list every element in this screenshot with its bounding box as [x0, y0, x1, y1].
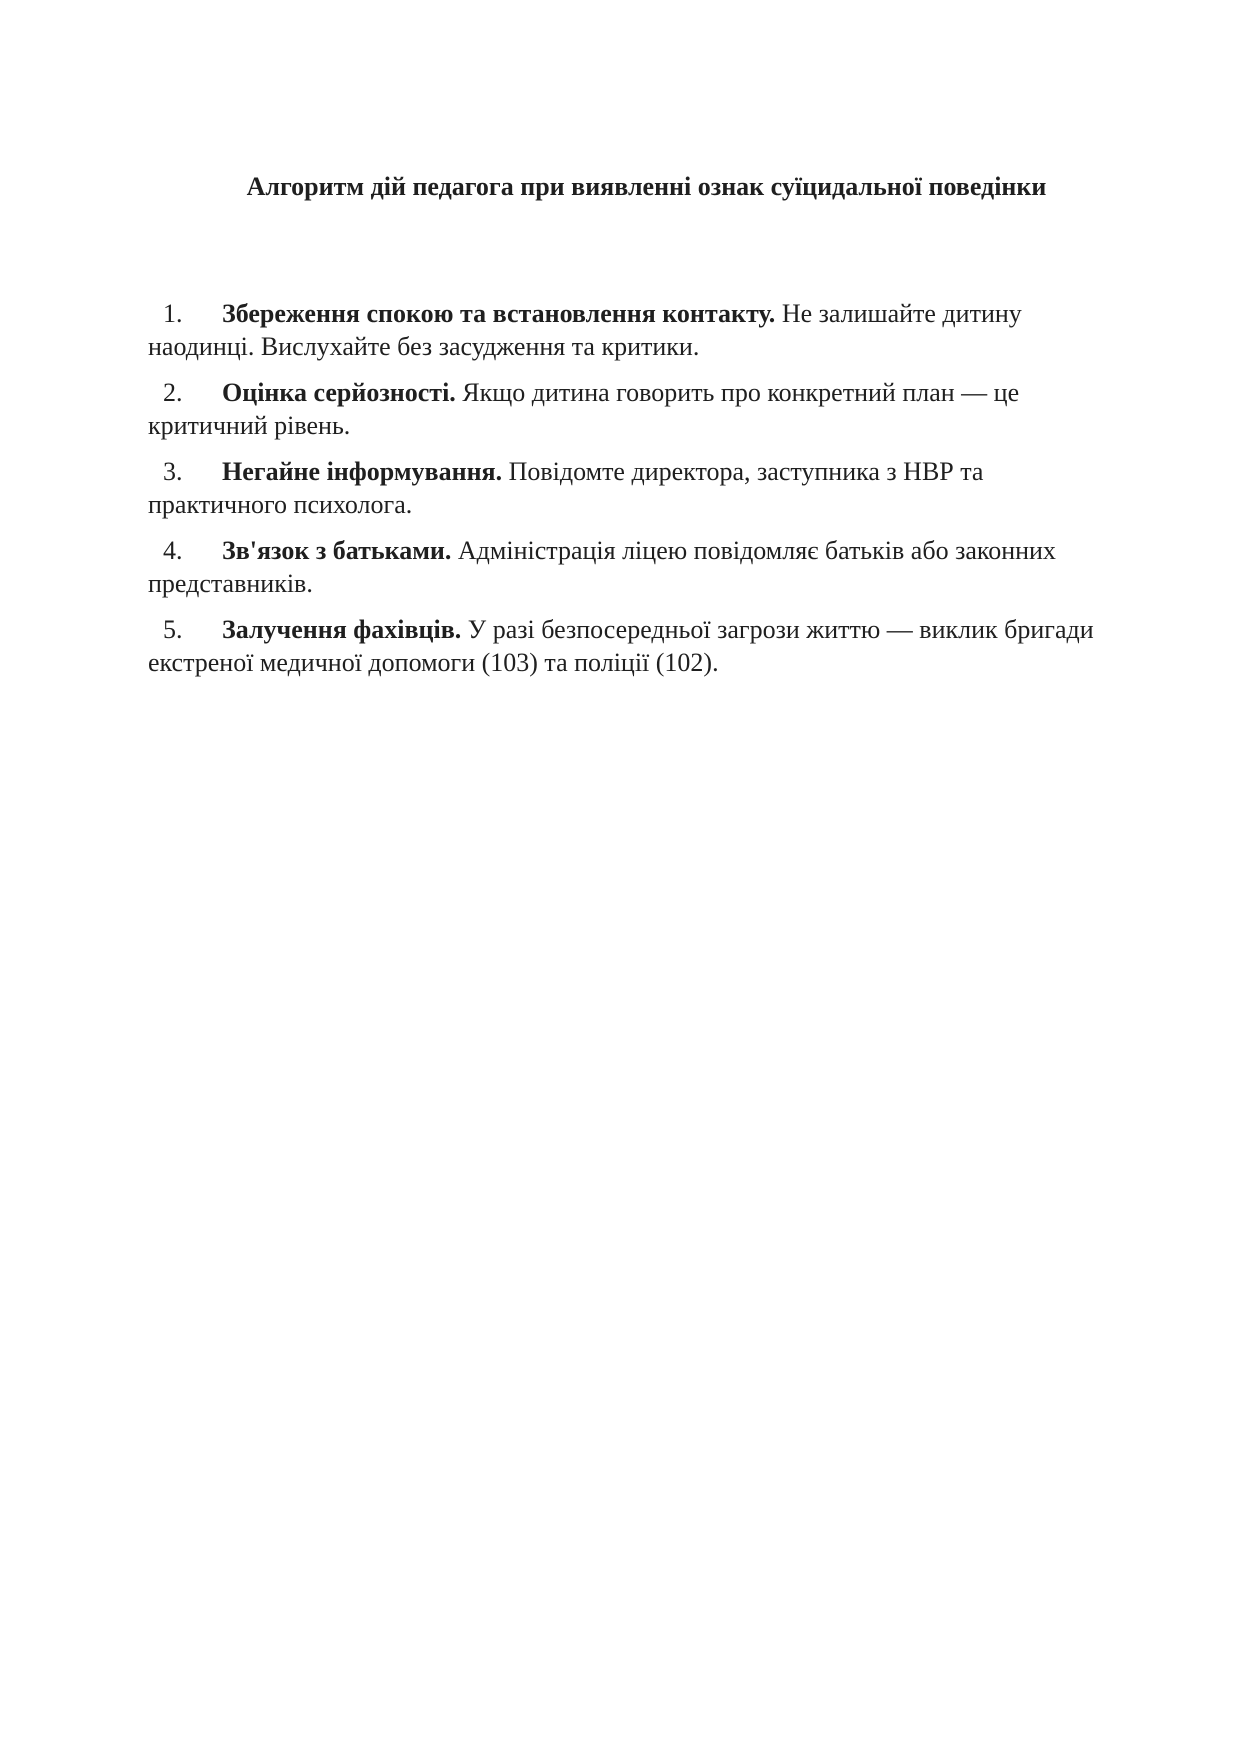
document-title: Алгоритм дій педагога при виявленні ознак суїцидальної поведінки	[246, 172, 1047, 201]
list-item	[148, 297, 1128, 363]
step-number: 1.	[163, 299, 183, 328]
steps-list	[148, 297, 1128, 692]
step-text: У разі безпосередньої загрози життю — виклик бригади екстреної медичної допомоги (103) та поліції (102).	[148, 615, 1094, 677]
step-heading: Зв'язок з батьками.	[222, 536, 452, 565]
step-heading: Негайне інформування.	[222, 457, 503, 486]
step-heading: Залучення фахівців.	[222, 615, 462, 644]
step-text: Не залишайте дитину наодинці. Вислухайте без засудження та критики.	[148, 299, 1022, 361]
step-heading: Збереження спокою та встановлення контакту.	[222, 299, 776, 328]
list-item	[148, 455, 1128, 521]
step-number: 3.	[163, 457, 183, 486]
step-number: 4.	[163, 536, 183, 565]
step-text: Адміністрація ліцею повідомляє батьків або законних представників.	[148, 536, 1056, 598]
list-item	[148, 376, 1128, 442]
list-item	[148, 613, 1128, 679]
step-number: 2.	[163, 378, 183, 407]
step-text: Повідомте директора, заступника з НВР та практичного психолога.	[148, 457, 984, 519]
list-item	[148, 534, 1128, 600]
step-text: Якщо дитина говорить про конкретний план — це критичний рівень.	[148, 378, 1020, 440]
step-number: 5.	[163, 615, 183, 644]
step-heading: Оцінка серйозності.	[222, 378, 456, 407]
